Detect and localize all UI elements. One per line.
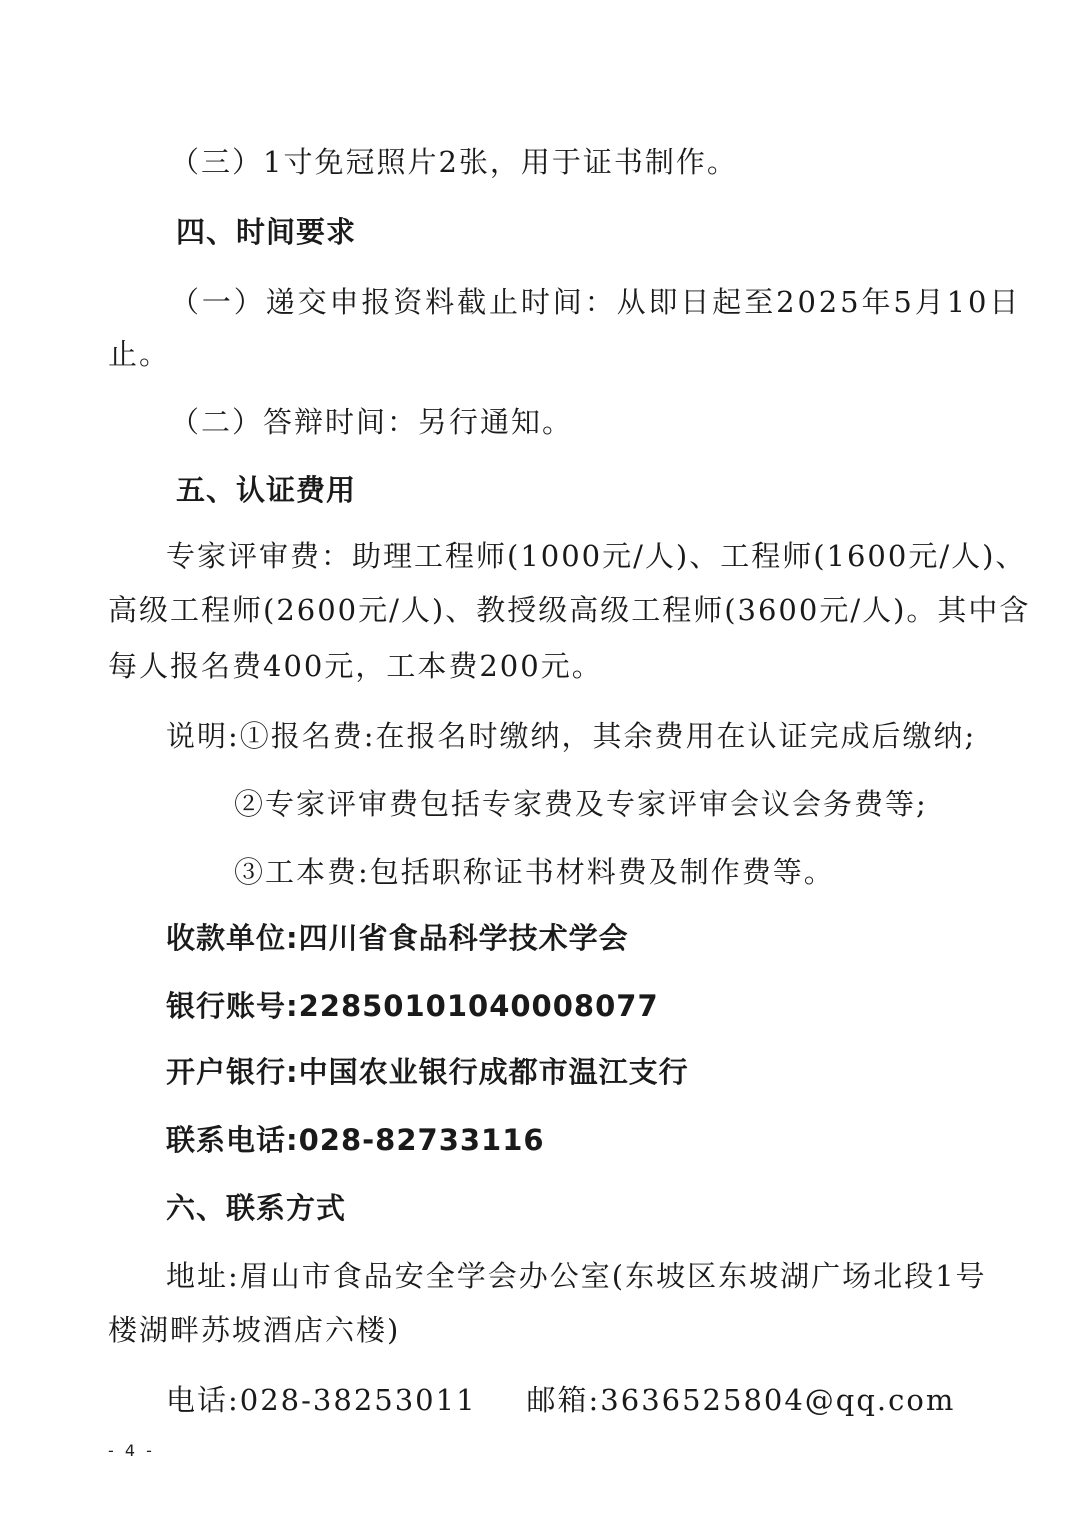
contact-line (166, 1380, 955, 1420)
fee-note-1: 说明:①报名费:在报名时缴纳，其余费用在认证完成后缴纳; (166, 719, 977, 753)
deadline-text-line2: 止。 (108, 337, 171, 371)
section-heading-fees: 五、认证费用 (176, 473, 357, 507)
item-photo-requirement: （三）1寸免冠照片2张，用于证书制作。 (170, 145, 738, 179)
tel-text: 电话:028-38253011 (166, 1383, 477, 1417)
fee-text-line2: 高级工程师(2600元/人)、教授级高级工程师(3600元/人)。其中含 (108, 593, 1031, 627)
deadline-text-line1: （一）递交申报资料截止时间：从即日起至2025年5月10日 (170, 285, 1022, 319)
address-line2: 楼湖畔苏坡酒店六楼) (108, 1313, 401, 1347)
defense-time-text: （二）答辩时间：另行通知。 (170, 405, 574, 439)
fee-note-3: ③工本费:包括职称证书材料费及制作费等。 (234, 855, 835, 889)
address-line1: 地址:眉山市食品安全学会办公室(东坡区东坡湖广场北段1号 (166, 1259, 987, 1293)
bank-name-info: 开户银行:中国农业银行成都市温江支行 (166, 1055, 689, 1089)
section-heading-contact: 六、联系方式 (166, 1191, 347, 1225)
fee-text-line3: 每人报名费400元，工本费200元。 (108, 649, 603, 683)
email-text: 邮箱:3636525804@qq.com (526, 1383, 956, 1417)
page-number: - 4 - (108, 1441, 155, 1460)
bank-account-info: 银行账号:22850101040008077 (166, 989, 659, 1023)
fee-text-line1: 专家评审费：助理工程师(1000元/人)、工程师(1600元/人)、 (166, 539, 1027, 573)
section-heading-time: 四、时间要求 (176, 215, 357, 249)
contact-phone-info: 联系电话:028-82733116 (166, 1123, 545, 1157)
payee-info: 收款单位:四川省食品科学技术学会 (166, 921, 629, 955)
fee-note-2: ②专家评审费包括专家费及专家评审会议会务费等; (234, 787, 928, 821)
